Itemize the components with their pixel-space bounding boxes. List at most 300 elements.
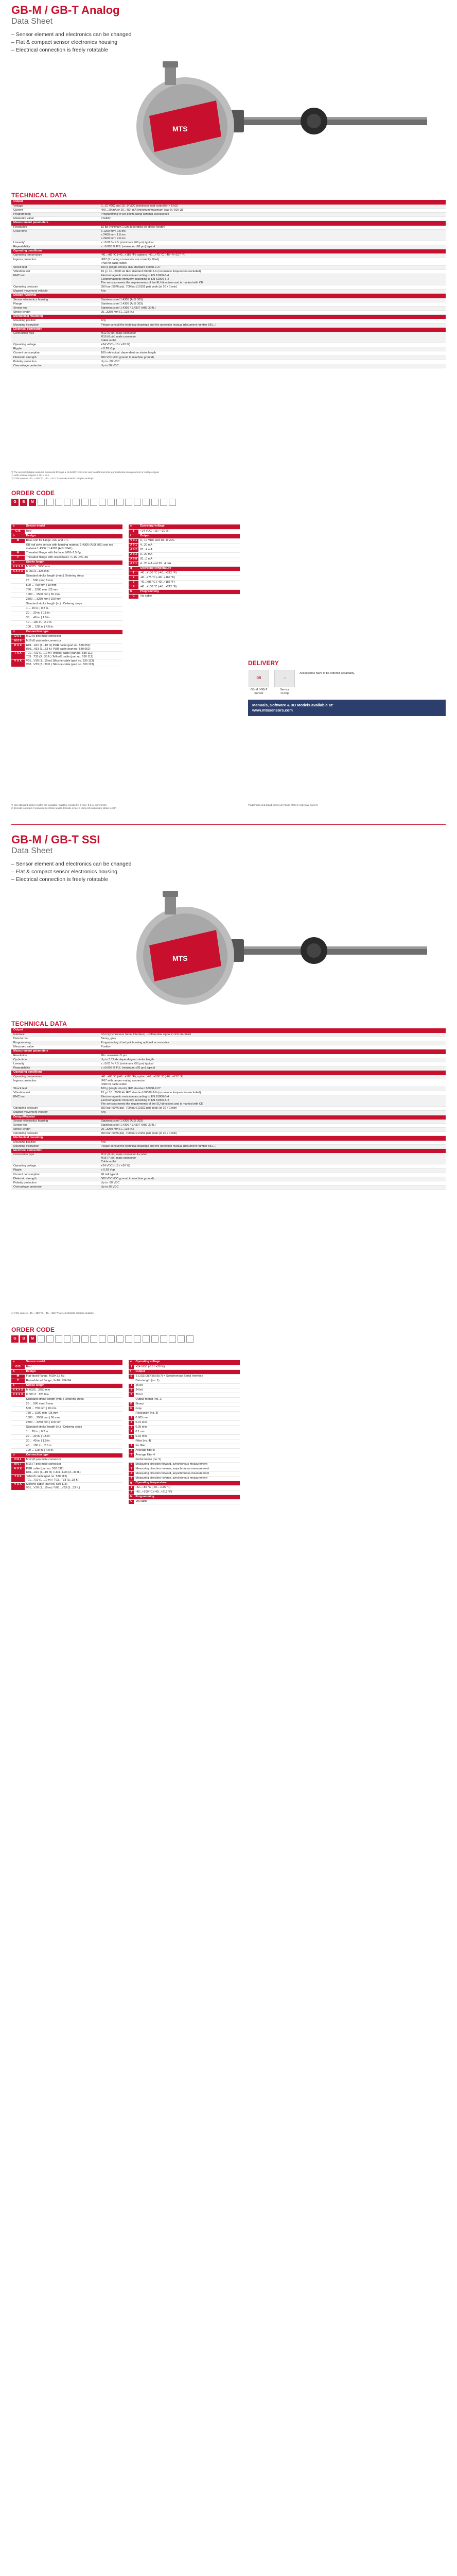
spec-row	[11, 1032, 446, 1037]
spec-value: -40...+85 °C (-40...+185 °F); option: -40...+100 °C (-40...+212 °F)	[99, 1075, 446, 1079]
order-option-code: 0	[129, 1462, 134, 1467]
order-option-row	[11, 639, 122, 643]
spec-label: Shock test	[11, 265, 99, 269]
spec-row	[11, 1132, 446, 1136]
order-option-row	[129, 557, 240, 562]
order-code-box	[73, 1335, 80, 1343]
spec-row	[11, 285, 446, 289]
order-option-row	[11, 1397, 122, 1402]
spec-value: Up to 3.7 kHz depending on stroke length	[99, 1058, 446, 1062]
spec-value: 100 g (single shock), IEC standard 60068-2-27	[99, 265, 446, 269]
order-option-desc: Data length (no. 1)	[134, 1379, 240, 1383]
order-option-desc: GB rod style sensor with housing material 1.4305 (AISI 303) and rod material 1.4306 / 1.4307 (AISI 304L)	[25, 543, 122, 551]
order-group-header	[129, 589, 240, 594]
spec-label: Operating pressure	[11, 285, 99, 289]
spec-label: Magnet movement velocity	[11, 290, 99, 294]
spec-value: Please consult the technical drawings and the operation manual (document number 551...)	[99, 1144, 446, 1148]
order-option-desc: M12 (5 pin) male connector	[25, 634, 122, 639]
order-option-row	[11, 1448, 122, 1453]
order-group-letter: h	[129, 589, 138, 594]
order-option-row	[129, 1471, 240, 1476]
order-option-desc: 25 ... 500 mm | 5 mm	[25, 579, 122, 583]
order-option-code: 3	[129, 580, 138, 585]
order-option-code: G B	[11, 529, 25, 534]
order-option-row	[129, 1444, 240, 1448]
order-option-row	[129, 1430, 240, 1434]
spec-label: Connection type	[11, 1153, 99, 1164]
order-group-header	[129, 534, 240, 538]
order-option-code	[11, 1425, 25, 1430]
order-option-row	[11, 565, 122, 569]
spec-group-header	[11, 1071, 446, 1075]
spec-label: Flange	[11, 302, 99, 306]
order-option-desc: M 0025...3250 mm	[25, 565, 122, 569]
spec-value	[99, 294, 446, 298]
spec-row	[11, 229, 446, 241]
spec-value: ≤ 0.28 Vpp	[99, 347, 446, 351]
order-option-row	[11, 602, 122, 606]
order-option-desc: Measuring direction forward, asynchronous measurement	[134, 1471, 240, 1476]
spec-label: Operating pressure	[11, 1107, 99, 1111]
spec-label: Operating temperature	[11, 1075, 99, 1079]
order-option-row	[11, 1406, 122, 1411]
spec-value: ≤ ±0.005 % F.S. (minimum ±20 µm) typical	[99, 1066, 446, 1071]
order-option-desc: 100 ... 128 in. | 4.0 in.	[25, 625, 122, 630]
spec-value: Binary, gray	[99, 1037, 446, 1041]
order-option-row	[129, 1379, 240, 1383]
spec-label: Operating voltage	[11, 343, 99, 347]
order-option-code: X X X X	[11, 1388, 25, 1393]
order-option-desc: 2500 ... 3250 mm | 100 mm	[25, 597, 122, 602]
order-option-desc: 750 ... 1000 mm | 25 mm	[25, 588, 122, 592]
spec-value: ≤ ±0.01 % F.S. (minimum ±50 µm) typical	[99, 1062, 446, 1066]
order-option-desc: 24 bit	[134, 1388, 240, 1393]
spec-group-header	[11, 1049, 446, 1054]
order-option-desc: Raised-faced flange, ¾-16 UNF-3A	[25, 1379, 122, 1383]
order-code-box	[46, 1335, 54, 1343]
spec-value: 350 bar (5076 psi), 700 bar (10152 psi) peak (at 10 x 1 min)	[99, 285, 446, 289]
spec-label: Measurement parameters	[11, 221, 99, 225]
order-option-desc: T01...T10 (1...10 m) Teflon® cable (part no. 530 112) T03...T33 (3...33 ft.) Teflon® cable (part no. 530 112)	[25, 651, 122, 659]
order-option-row	[11, 625, 122, 630]
order-option-desc: M 0025...3250 mm	[25, 1388, 122, 1393]
order-code-box: M	[29, 1335, 36, 1343]
order-code-box: B	[20, 499, 27, 506]
order-option-code: X X X X	[11, 569, 25, 574]
spec-value: Please consult the technical drawings and the operation manual (document number 551...)	[99, 323, 446, 327]
order-option-desc: -40...+85 °C (-40...+185 °F)	[134, 1485, 240, 1490]
order-option-desc: Resolution (no. 3)	[134, 1411, 240, 1416]
order-option-desc: Standard stroke length (in.) | Ordering steps	[25, 602, 122, 606]
order-option-row	[11, 651, 122, 659]
order-group-header	[11, 1360, 122, 1365]
order-option-row	[129, 1411, 240, 1416]
order-option-row	[11, 543, 122, 551]
order-option-desc: 1 ... 20 in. | 0.2 in.	[25, 606, 122, 611]
spec-value: M12 (5 pin) male connector M16 (6 pin) male connector Cable outlet	[99, 332, 446, 343]
order-option-row	[11, 643, 122, 651]
order-option-code	[11, 574, 25, 579]
order-group-header	[11, 1369, 122, 1374]
order-option-desc: -40...+85 °C (-40...+185 °F)	[138, 580, 240, 585]
order-option-row	[11, 620, 122, 625]
order-option-row	[11, 1420, 122, 1425]
spec-value: Electromagnetic emission according to EN 61000-6-4 Electromagnetic immunity according to EN 61000-6-2 The sensors meets the requirements of the EU directives and is marked with CE	[99, 1095, 446, 1107]
spec-row	[11, 1164, 446, 1168]
spec-value: Stainless steel 1.4305 (AISI 303)	[99, 302, 446, 306]
order-code-box: G	[11, 1335, 19, 1343]
order-option-desc: 0...20 mA	[138, 552, 240, 557]
order-option-desc: Standard stroke length (mm) | Ordering steps	[25, 1397, 122, 1402]
order-group-header	[11, 524, 122, 529]
order-option-code: M	[11, 551, 25, 555]
downloads-banner[interactable]: Manuals, Software & 3D Models available at: www.mtssensors.com	[248, 700, 446, 716]
spec-row	[11, 213, 446, 217]
spec-label: Design / Material	[11, 294, 99, 298]
order-option-row	[129, 1499, 240, 1504]
order-code-box	[90, 499, 97, 506]
order-option-desc: 25 bit	[134, 1383, 240, 1388]
spec-group-header	[11, 327, 446, 331]
order-option-desc: +24 VDC (-15 / +20 %)	[134, 1365, 240, 1369]
page-subtitle: Data Sheet	[11, 17, 53, 26]
spec-value: 0...10 VDC and 10...0 VDC (minimum load controller > 5 kΩ)	[99, 204, 446, 208]
spec-label: Shock test	[11, 1087, 99, 1091]
order-notes: *) Non standard stroke lengths are available; must be encoded in 5 mm / 0.1 in. increments 2) Encode in meters if using metric stroke length. Encode in feet if using US customary stroke length	[11, 804, 116, 809]
order-option-row	[11, 529, 122, 534]
order-code-left-table	[11, 524, 122, 667]
spec-row	[11, 208, 446, 212]
order-option-code	[11, 1444, 25, 1448]
spec-row	[11, 1066, 446, 1071]
spec-label: Current	[11, 208, 99, 212]
spec-value: Any	[99, 1111, 446, 1115]
order-option-desc: 0.1 mm	[134, 1430, 240, 1434]
order-group-letter: c	[11, 560, 25, 565]
delivery-item	[274, 670, 295, 696]
order-option-row	[11, 579, 122, 583]
spec-value: IP67 (if mating connectors are correctly fitted) IP68 for cable outlet	[99, 258, 446, 265]
spec-row	[11, 323, 446, 327]
order-code-box	[125, 1335, 132, 1343]
order-option-code	[11, 1402, 25, 1406]
spec-row	[11, 1185, 446, 1190]
order-group-letter: f	[129, 534, 138, 538]
spec-row	[11, 258, 446, 265]
order-code-box	[178, 1335, 185, 1343]
order-option-code: C	[129, 594, 138, 599]
spec-value: Stainless steel 1.4306 / 1.4307 (AISI 304L)	[99, 306, 446, 310]
order-option-code: M 0 7	[11, 1462, 25, 1467]
order-code-box	[186, 1335, 194, 1343]
order-option-code: H X X	[11, 1467, 25, 1475]
order-group-letter: d	[11, 1453, 25, 1458]
spec-value: Up to 36 VDC	[99, 1185, 446, 1190]
order-code-box: B	[20, 1335, 27, 1343]
bullet: – Electrical connection is freely rotatable	[11, 46, 132, 54]
spec-row	[11, 241, 446, 245]
spec-label: Output	[11, 1028, 99, 1032]
spec-value: +24 VDC (-15 / +20 %)	[99, 343, 446, 347]
order-option-row	[129, 1406, 240, 1411]
bullet: – Sensor element and electronics can be changed	[11, 860, 132, 868]
order-code-box	[151, 1335, 159, 1343]
order-group-header	[11, 534, 122, 538]
spec-row	[11, 319, 446, 323]
order-option-code: 1	[129, 571, 138, 575]
spec-label: Resolution	[11, 225, 99, 229]
order-option-code	[11, 611, 25, 616]
order-option-code: 1	[129, 529, 138, 534]
spec-label: Operating voltage	[11, 1164, 99, 1168]
order-option-code	[11, 625, 25, 630]
spec-row	[11, 1045, 446, 1049]
order-option-code	[11, 606, 25, 611]
spec-label: Operating temperature	[11, 253, 99, 258]
spec-row	[11, 311, 446, 315]
order-group-header	[129, 1481, 240, 1485]
spec-value: Any	[99, 319, 446, 323]
order-code-box: G	[11, 499, 19, 506]
order-option-code: V X X	[11, 659, 25, 667]
order-option-desc: Average filter 4	[134, 1453, 240, 1458]
spec-row	[11, 269, 446, 274]
order-code-box	[160, 1335, 167, 1343]
spec-label: Sensor rod	[11, 306, 99, 310]
order-option-row	[11, 597, 122, 602]
order-option-row	[11, 1467, 122, 1475]
order-option-code: T	[11, 555, 25, 560]
spec-label: Operating conditions	[11, 249, 99, 253]
order-code-box	[64, 1335, 71, 1343]
spec-value	[99, 1049, 446, 1054]
order-code-box	[143, 1335, 150, 1343]
spec-table	[11, 200, 446, 368]
order-group-title: Output	[134, 1369, 240, 1374]
order-option-row	[129, 1434, 240, 1439]
page-title: GB-M / GB-T Analog	[11, 4, 120, 16]
order-option-code	[129, 1397, 134, 1402]
order-option-row	[11, 1462, 122, 1467]
order-option-row	[129, 1393, 240, 1397]
spec-row	[11, 204, 446, 208]
order-option-row	[129, 571, 240, 575]
order-option-desc: -40...+100 °C (-40...+212 °F)	[134, 1490, 240, 1495]
order-group-letter: g	[129, 566, 138, 571]
feature-bullets	[11, 31, 132, 54]
order-option-row	[129, 1476, 240, 1481]
spec-label: Measured value	[11, 1045, 99, 1049]
order-option-desc: 500 ... 750 mm | 10 mm	[25, 583, 122, 588]
order-code-box	[134, 499, 141, 506]
order-group-title: Operating voltage	[138, 524, 240, 529]
ssi-datasheet	[0, 829, 457, 2576]
spec-row	[11, 1119, 446, 1123]
spec-value: 100 mA typical, dependent on stroke length	[99, 351, 446, 355]
order-code-left-table	[11, 1360, 122, 1490]
order-option-row	[11, 606, 122, 611]
order-code-box	[125, 499, 132, 506]
order-option-desc: Output format (no. 2)	[134, 1397, 240, 1402]
order-option-desc: -40...+100 °C (-40...+212 °F)	[138, 585, 240, 589]
order-option-code: A 0 2	[129, 548, 138, 552]
order-option-code	[11, 1420, 25, 1425]
delivery-note: Accessories have to be ordered separately.	[300, 672, 355, 675]
order-option-desc: 0.005 mm	[134, 1416, 240, 1420]
delivery-caption: GB-M / GB-T Sensor	[250, 688, 268, 695]
spec-value: IP67 with proper mating connector IP68 for cable outlet	[99, 1079, 446, 1087]
order-option-row	[129, 529, 240, 534]
order-group-title: Operating voltage	[134, 1360, 240, 1365]
spec-row	[11, 1058, 446, 1062]
order-option-code	[11, 1406, 25, 1411]
order-code-box	[116, 1335, 124, 1343]
order-option-desc: 20 ... 30 in. | 0.5 in.	[25, 611, 122, 616]
order-option-code	[11, 616, 25, 620]
order-option-row	[11, 588, 122, 592]
sensor-thumbnail: GB	[249, 670, 269, 687]
svg-text:MTS: MTS	[172, 125, 188, 133]
order-group-title: Design	[25, 534, 122, 538]
order-option-code: V X X	[11, 1482, 25, 1490]
order-option-desc: 20...0 mA	[138, 557, 240, 562]
spec-label: Connection type	[11, 332, 99, 343]
spec-label: Interface	[11, 1032, 99, 1037]
spec-value	[99, 1136, 446, 1140]
order-option-code	[11, 602, 25, 606]
spec-row	[11, 360, 446, 364]
order-option-row	[11, 1482, 122, 1490]
order-option-desc: 2500 ... 3250 mm | 100 mm	[25, 1420, 122, 1425]
spec-label: EMC test	[11, 274, 99, 285]
spec-label: Dielectric strength	[11, 1177, 99, 1181]
spec-label: Vibration test	[11, 269, 99, 274]
order-option-desc: Measuring direction reverse, asynchronous measurement	[134, 1467, 240, 1471]
order-option-desc: Filter (no. 4)	[134, 1439, 240, 1444]
order-code-box	[38, 1335, 45, 1343]
order-option-code: T	[11, 1379, 25, 1383]
spec-label: Measured value	[11, 217, 99, 221]
order-option-desc: Flat-faced flange, M18×1.5 6g	[25, 1374, 122, 1379]
spec-label: Linearity*	[11, 241, 99, 245]
order-option-row	[129, 594, 240, 599]
order-option-desc: 0...10 VDC and 10...0 VDC	[138, 538, 240, 543]
spec-row	[11, 253, 446, 258]
order-code-box	[81, 499, 89, 506]
order-option-row	[129, 1402, 240, 1406]
order-option-row	[129, 580, 240, 585]
spec-value: Up to -30 VDC	[99, 360, 446, 364]
order-option-desc: M16 (6 pin) male connector	[25, 639, 122, 643]
spec-label: EMC test	[11, 1095, 99, 1107]
order-option-code: 2	[129, 1420, 134, 1425]
spec-label: Sensor electronics housing	[11, 1119, 99, 1123]
spec-row	[11, 1153, 446, 1164]
order-group-title: Output	[138, 534, 240, 538]
spec-group-header	[11, 1028, 446, 1032]
order-code-box	[108, 499, 115, 506]
spec-label: Ripple	[11, 347, 99, 351]
order-option-row	[11, 1365, 122, 1369]
spec-value: M12 (8 pin) male connector A-coded M16 (7 pin) male connector Cable outlet	[99, 1153, 446, 1164]
order-code-box	[134, 1335, 141, 1343]
spec-label: Polarity protection	[11, 1181, 99, 1185]
order-option-desc: Teflon® cable (part no. 530 112) T01...T10 (1...10 m) / T03...T33 (3...33 ft.)	[25, 1475, 122, 1482]
order-option-row	[11, 1411, 122, 1416]
spec-value: 15 g / 10...2000 Hz IEC standard 60068-2-6 (resonance frequencies excluded)	[99, 1091, 446, 1095]
order-code-box	[55, 1335, 62, 1343]
order-option-desc: 25 ... 500 mm | 5 mm	[25, 1402, 122, 1406]
order-group-letter: b	[11, 1369, 25, 1374]
order-option-code: 1	[129, 1444, 134, 1448]
order-group-header	[11, 1453, 122, 1458]
spec-footnotes: *) The electrical digital output is measured through a 16-bit D/A converter and transformed into a proportional analog current or voltage signal. 1) With positive magnet # 251 416-2 2) If the value of -40...+100 °C / -40...+212 °F are electrosorb complex analogs	[11, 471, 160, 480]
order-group-title: Stroke length	[25, 1383, 122, 1388]
order-option-desc: Rod	[25, 529, 122, 534]
spec-label: Magnet movement velocity	[11, 1111, 99, 1115]
order-code-box	[90, 1335, 97, 1343]
order-option-desc: No filter	[134, 1444, 240, 1448]
spec-label: Resolution	[11, 1054, 99, 1058]
order-option-desc: 4...20 mA	[138, 543, 240, 548]
spec-group-header	[11, 249, 446, 253]
order-option-desc: 20 ... 30 in. | 0.5 in.	[25, 1434, 122, 1439]
order-option-row	[129, 1448, 240, 1453]
order-code-heading: ORDER CODE	[11, 1326, 55, 1333]
order-option-code	[11, 579, 25, 583]
order-option-code: 2	[129, 1388, 134, 1393]
order-code-heading: ORDER CODE	[11, 489, 55, 497]
spec-value	[99, 249, 446, 253]
order-option-desc: Performance (no. 5)	[134, 1458, 240, 1462]
order-option-code: S	[129, 1374, 134, 1379]
spec-value: Electromagnetic emission according to EN 61000-6-4 Electromagnetic immunity according to EN 61000-6-2 The sensors meets the requirements of the EU directives and is marked with CE	[99, 274, 446, 285]
spec-label: Cycle time	[11, 1058, 99, 1062]
order-option-desc: U 001.0...128.0 in.	[25, 1393, 122, 1397]
spec-value: SSI (Synchronous Serial Interface) – Differential signal in SSI standard	[99, 1032, 446, 1037]
order-option-code: C	[129, 1499, 134, 1504]
order-code-box	[99, 499, 106, 506]
order-code-box	[169, 499, 176, 506]
spec-footnotes: 1) If the value of -40...+100 °C / -40...+212 °F are electrosorb complex analogs	[11, 1312, 94, 1314]
order-option-row	[129, 1467, 240, 1471]
order-option-row	[11, 1379, 122, 1383]
order-group-letter: e	[129, 1360, 134, 1365]
spec-row	[11, 1144, 446, 1148]
order-code-box	[151, 499, 159, 506]
spec-value: Programming of set points using optional accessories	[99, 213, 446, 217]
spec-group-header	[11, 294, 446, 298]
spec-row	[11, 1107, 446, 1111]
order-group-letter: e	[129, 524, 138, 529]
order-option-desc: Via cable	[134, 1499, 240, 1504]
spec-label: Overvoltage protection	[11, 364, 99, 368]
order-option-row	[11, 592, 122, 597]
bullet: – Electrical connection is freely rotatable	[11, 876, 132, 884]
order-option-desc: Rod	[25, 1365, 122, 1369]
order-option-code: 1	[129, 1416, 134, 1420]
order-option-desc: Base unit for flange «M» and «T»	[25, 538, 122, 543]
spec-label: Mechanical mounting	[11, 315, 99, 319]
order-option-row	[11, 1425, 122, 1430]
spec-row	[11, 265, 446, 269]
order-option-code	[11, 592, 25, 597]
order-group-header	[11, 630, 122, 634]
order-option-desc: S (1)(2)(3)(4)(5)(6)(7) = Synchronous Serial Interface	[134, 1374, 240, 1379]
spec-row	[11, 306, 446, 310]
order-group-title: Sensor model	[25, 524, 122, 529]
order-option-code	[11, 1439, 25, 1444]
